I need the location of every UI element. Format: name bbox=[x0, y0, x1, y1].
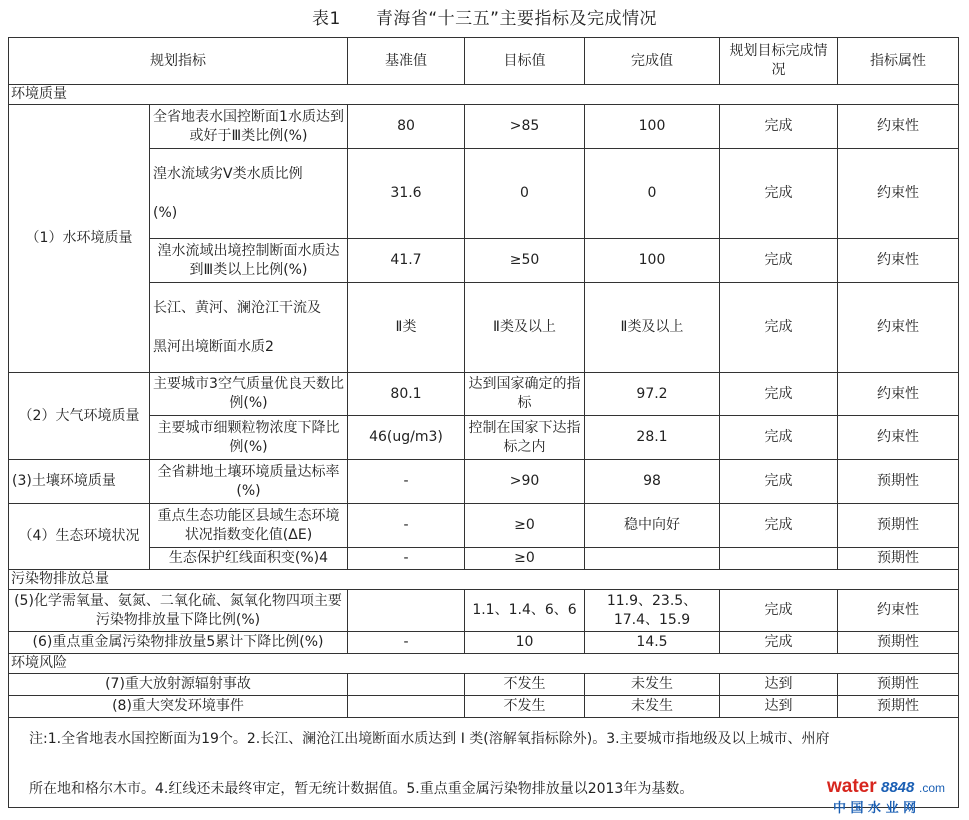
done-cell: 97.2 bbox=[585, 373, 720, 416]
base-cell: - bbox=[348, 460, 465, 504]
header-row bbox=[9, 38, 959, 85]
indicator-cell: 重点生态功能区县域生态环境状况指数变化值(ΔE) bbox=[150, 504, 348, 548]
table-row bbox=[9, 504, 959, 548]
header-attr: 指标属性 bbox=[838, 38, 959, 85]
indicator-cell: 主要城市细颗粒物浓度下降比例(%) bbox=[150, 416, 348, 460]
base-cell: - bbox=[348, 632, 465, 654]
base-cell bbox=[348, 696, 465, 718]
group-air: （2）大气环境质量 bbox=[9, 373, 150, 460]
attr-cell: 预期性 bbox=[838, 696, 959, 718]
table-row bbox=[9, 149, 959, 239]
done-cell: 未发生 bbox=[585, 674, 720, 696]
section-row bbox=[9, 654, 959, 674]
table-row bbox=[9, 590, 959, 632]
base-cell: - bbox=[348, 548, 465, 570]
note-row bbox=[9, 718, 959, 808]
attr-cell: 约束性 bbox=[838, 105, 959, 149]
table-row bbox=[9, 548, 959, 570]
attr-cell: 约束性 bbox=[838, 239, 959, 283]
indicator-cell: 全省地表水国控断面1水质达到或好于Ⅲ类比例(%) bbox=[150, 105, 348, 149]
target-cell: ≥0 bbox=[465, 548, 585, 570]
note-line-2: 所在地和格尔木市。4.红线还未最终审定，暂无统计数据值。5.重点重金属污染物排放量以2013年为基数。 bbox=[29, 781, 694, 797]
done-cell: 稳中向好 bbox=[585, 504, 720, 548]
status-cell: 完成 bbox=[720, 283, 838, 373]
indicator-text-a: 长江、黄河、澜沧江干流及 bbox=[153, 299, 321, 316]
attr-cell: 约束性 bbox=[838, 149, 959, 239]
target-cell: 不发生 bbox=[465, 674, 585, 696]
table-row bbox=[9, 105, 959, 149]
attr-cell: 预期性 bbox=[838, 548, 959, 570]
indicator-cell: 主要城市3空气质量优良天数比例(%) bbox=[150, 373, 348, 416]
status-cell: 达到 bbox=[720, 674, 838, 696]
table-row bbox=[9, 283, 959, 373]
done-cell: Ⅱ类及以上 bbox=[585, 283, 720, 373]
section-env-quality: 环境质量 bbox=[9, 85, 959, 105]
table-note bbox=[9, 718, 959, 808]
group-water: （1）水环境质量 bbox=[9, 105, 150, 373]
header-base: 基准值 bbox=[348, 38, 465, 85]
logo-number: 8848 bbox=[881, 779, 915, 796]
header-status: 规划目标完成情况 bbox=[720, 38, 838, 85]
target-cell: 控制在国家下达指标之内 bbox=[465, 416, 585, 460]
indicator-cell: (6)重点重金属污染物排放量5累计下降比例(%) bbox=[9, 632, 348, 654]
base-cell bbox=[348, 674, 465, 696]
section-row bbox=[9, 570, 959, 590]
done-cell: 未发生 bbox=[585, 696, 720, 718]
indicator-cell bbox=[150, 149, 348, 239]
table-row bbox=[9, 696, 959, 718]
done-cell: 28.1 bbox=[585, 416, 720, 460]
done-cell: 0 bbox=[585, 149, 720, 239]
logo-cn-name: 中 国 水 业 网 bbox=[833, 801, 917, 816]
status-cell: 完成 bbox=[720, 460, 838, 504]
attr-cell: 预期性 bbox=[838, 504, 959, 548]
attr-cell: 约束性 bbox=[838, 416, 959, 460]
indicator-cell: (8)重大突发环境事件 bbox=[9, 696, 348, 718]
status-cell: 完成 bbox=[720, 105, 838, 149]
status-cell: 完成 bbox=[720, 416, 838, 460]
target-cell: >85 bbox=[465, 105, 585, 149]
done-cell: 14.5 bbox=[585, 632, 720, 654]
done-cell: 98 bbox=[585, 460, 720, 504]
attr-cell: 约束性 bbox=[838, 590, 959, 632]
base-cell: 80.1 bbox=[348, 373, 465, 416]
done-cell: 100 bbox=[585, 105, 720, 149]
target-cell: 不发生 bbox=[465, 696, 585, 718]
indicator-cell: 全省耕地土壤环境质量达标率(%) bbox=[150, 460, 348, 504]
base-cell: - bbox=[348, 504, 465, 548]
target-cell: 10 bbox=[465, 632, 585, 654]
target-cell: ≥0 bbox=[465, 504, 585, 548]
note-line-1: 注:1.全省地表水国控断面为19个。2.长江、澜沧江出境断面水质达到 I 类(溶解氧指标除外)。3.主要城市指地级及以上城市、州府 bbox=[29, 731, 830, 747]
target-cell: ≥50 bbox=[465, 239, 585, 283]
base-cell bbox=[348, 590, 465, 632]
indicator-text-a: 湟水流域劣V类水质比例 bbox=[153, 165, 303, 182]
table-row bbox=[9, 239, 959, 283]
header-done: 完成值 bbox=[585, 38, 720, 85]
table-row bbox=[9, 416, 959, 460]
attr-cell: 预期性 bbox=[838, 632, 959, 654]
indicator-cell: 湟水流域出境控制断面水质达到Ⅲ类以上比例(%) bbox=[150, 239, 348, 283]
base-cell: 41.7 bbox=[348, 239, 465, 283]
target-cell: 达到国家确定的指标 bbox=[465, 373, 585, 416]
target-cell: >90 bbox=[465, 460, 585, 504]
target-cell: 1.1、1.4、6、6 bbox=[465, 590, 585, 632]
header-indicator: 规划指标 bbox=[9, 38, 348, 85]
target-cell: 0 bbox=[465, 149, 585, 239]
section-risk: 环境风险 bbox=[9, 654, 959, 674]
base-cell: 31.6 bbox=[348, 149, 465, 239]
attr-cell: 预期性 bbox=[838, 674, 959, 696]
table-row bbox=[9, 460, 959, 504]
base-cell: Ⅱ类 bbox=[348, 283, 465, 373]
target-cell: Ⅱ类及以上 bbox=[465, 283, 585, 373]
section-row bbox=[9, 85, 959, 105]
indicator-cell: (7)重大放射源辐射事故 bbox=[9, 674, 348, 696]
done-cell: 11.9、23.5、17.4、15.9 bbox=[585, 590, 720, 632]
status-cell: 完成 bbox=[720, 373, 838, 416]
done-cell bbox=[585, 548, 720, 570]
group-eco: （4）生态环境状况 bbox=[9, 504, 150, 570]
status-cell: 完成 bbox=[720, 590, 838, 632]
attr-cell: 预期性 bbox=[838, 460, 959, 504]
table-row bbox=[9, 632, 959, 654]
base-cell: 80 bbox=[348, 105, 465, 149]
water8848-logo bbox=[823, 772, 963, 816]
header-target: 目标值 bbox=[465, 38, 585, 85]
attr-cell: 约束性 bbox=[838, 373, 959, 416]
indicator-cell: 生态保护红线面积变(%)4 bbox=[150, 548, 348, 570]
status-cell: 完成 bbox=[720, 239, 838, 283]
indicator-cell: (5)化学需氧量、氨氮、二氧化硫、氮氧化物四项主要污染物排放量下降比例(%) bbox=[9, 590, 348, 632]
indicator-table bbox=[8, 37, 959, 808]
indicator-cell bbox=[150, 283, 348, 373]
indicator-text-b: (%) bbox=[153, 204, 178, 221]
indicator-text-b: 黑河出境断面水质2 bbox=[153, 338, 274, 355]
attr-cell: 约束性 bbox=[838, 283, 959, 373]
status-cell: 达到 bbox=[720, 696, 838, 718]
done-cell: 100 bbox=[585, 239, 720, 283]
table-title: 表1 青海省“十三五”主要指标及完成情况 bbox=[312, 9, 657, 29]
section-pollutant: 污染物排放总量 bbox=[9, 570, 959, 590]
status-cell: 完成 bbox=[720, 149, 838, 239]
status-cell: 完成 bbox=[720, 632, 838, 654]
base-cell: 46(ug/m3) bbox=[348, 416, 465, 460]
status-cell: 完成 bbox=[720, 504, 838, 548]
logo-brand: water bbox=[827, 776, 877, 797]
group-soil: (3)土壤环境质量 bbox=[9, 460, 150, 504]
table-row bbox=[9, 373, 959, 416]
table-row bbox=[9, 674, 959, 696]
logo-tld: .com bbox=[919, 781, 946, 795]
status-cell bbox=[720, 548, 838, 570]
